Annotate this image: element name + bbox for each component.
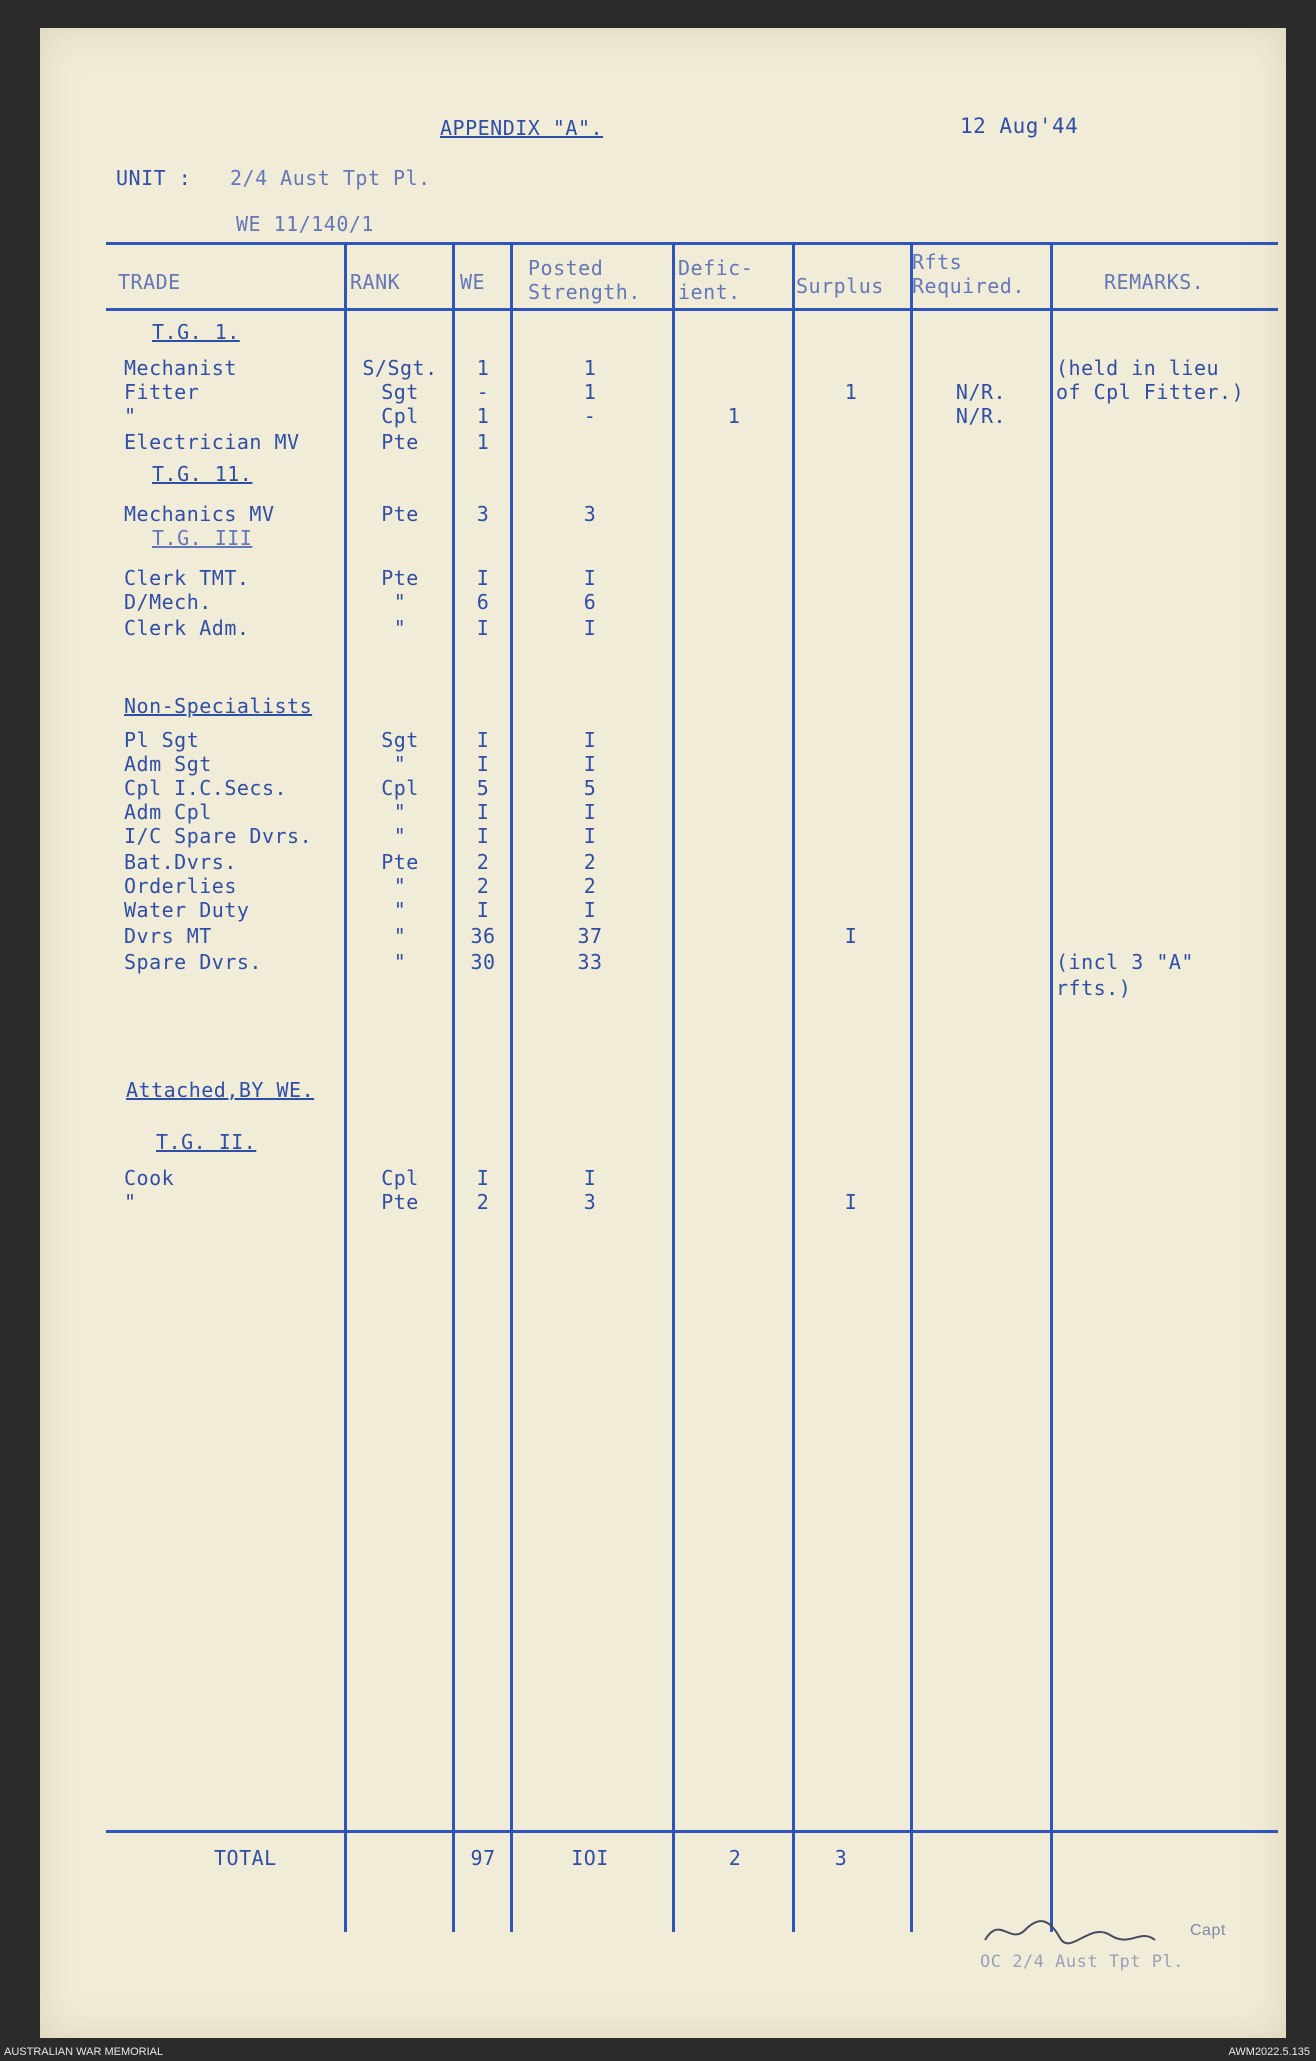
col-divider-5 <box>792 242 795 1932</box>
cell-posted: I <box>583 898 597 922</box>
cell-we: 36 <box>470 924 496 948</box>
col-header-deficient: Defic- ient. <box>678 256 754 304</box>
col-divider-3 <box>510 242 513 1932</box>
document-title: APPENDIX "A". <box>440 116 604 140</box>
cell-rfts: N/R. <box>955 380 1007 404</box>
cell-rank: Pte <box>381 430 419 454</box>
col-divider-4 <box>672 242 675 1932</box>
cell-trade: Water Duty <box>124 898 250 922</box>
cell-rank: " <box>393 752 407 776</box>
cell-rank: Cpl <box>381 404 419 428</box>
we-reference: WE 11/140/1 <box>236 212 374 236</box>
cell-surplus: I <box>844 924 858 948</box>
footer-left: AUSTRALIAN WAR MEMORIAL <box>4 2046 164 2058</box>
cell-we: I <box>476 728 490 752</box>
total-posted: IOI <box>571 1846 609 1870</box>
cell-we: 2 <box>476 1190 490 1214</box>
cell-trade: Cpl I.C.Secs. <box>124 776 288 800</box>
cell-remarks: (incl 3 "A" <box>1056 950 1194 974</box>
cell-rank: Sgt <box>381 380 419 404</box>
cell-trade: Spare Dvrs. <box>124 950 262 974</box>
cell-rank: " <box>393 590 407 614</box>
cell-rank: " <box>393 898 407 922</box>
cell-we: I <box>476 566 490 590</box>
cell-rank: Pte <box>381 850 419 874</box>
cell-posted: 6 <box>583 590 597 614</box>
total-deficient: 2 <box>728 1846 742 1870</box>
col-header-posted: Posted Strength. <box>528 256 641 304</box>
cell-we: 6 <box>476 590 490 614</box>
cell-rank: Cpl <box>381 1166 419 1190</box>
cell-trade: Mechanics MV <box>124 502 275 526</box>
section-heading: T.G. III <box>152 526 253 550</box>
signature-appointment: OC 2/4 Aust Tpt Pl. <box>980 1952 1184 1972</box>
cell-posted: I <box>583 752 597 776</box>
unit-value: 2/4 Aust Tpt Pl. <box>230 166 431 190</box>
cell-we: 1 <box>476 356 490 380</box>
cell-trade: Clerk Adm. <box>124 616 250 640</box>
cell-we: 1 <box>476 404 490 428</box>
section-heading: Non-Specialists <box>124 694 313 718</box>
cell-trade: Cook <box>124 1166 175 1190</box>
cell-posted: I <box>583 800 597 824</box>
cell-rfts: N/R. <box>955 404 1007 428</box>
signature-rank: Capt <box>1190 1922 1226 1939</box>
total-label: TOTAL <box>214 1846 277 1870</box>
total-we: 97 <box>470 1846 496 1870</box>
cell-trade: Adm Sgt <box>124 752 212 776</box>
cell-posted: I <box>583 728 597 752</box>
cell-rank: Pte <box>381 566 419 590</box>
cell-remarks: rfts.) <box>1056 976 1132 1000</box>
col-header-remarks: REMARKS. <box>1104 270 1205 294</box>
cell-we: I <box>476 824 490 848</box>
cell-trade: Pl Sgt <box>124 728 200 752</box>
signature-mark <box>980 1910 1180 1950</box>
cell-we: I <box>476 800 490 824</box>
cell-we: 2 <box>476 874 490 898</box>
cell-we: 3 <box>476 502 490 526</box>
cell-we: 30 <box>470 950 496 974</box>
cell-posted: 2 <box>583 874 597 898</box>
section-heading: Attached,BY WE. <box>126 1078 315 1102</box>
cell-posted: 3 <box>583 502 597 526</box>
cell-we: I <box>476 898 490 922</box>
cell-rank: " <box>393 800 407 824</box>
table-total-rule <box>106 1830 1278 1833</box>
cell-we: - <box>476 380 490 404</box>
cell-posted: I <box>583 616 597 640</box>
col-header-surplus: Surplus <box>796 274 884 298</box>
cell-remarks: (held in lieu <box>1056 356 1220 380</box>
col-header-rfts: Rfts Required. <box>912 250 1025 298</box>
section-heading: T.G. II. <box>156 1130 257 1154</box>
cell-trade: Bat.Dvrs. <box>124 850 237 874</box>
unit-label: UNIT : <box>116 166 192 190</box>
cell-surplus: 1 <box>844 380 858 404</box>
col-divider-2 <box>452 242 455 1932</box>
cell-rank: " <box>393 924 407 948</box>
cell-trade: Orderlies <box>124 874 237 898</box>
col-header-trade: TRADE <box>118 270 181 294</box>
section-heading: T.G. 1. <box>152 320 240 344</box>
cell-rank: " <box>393 874 407 898</box>
cell-posted: 37 <box>577 924 603 948</box>
cell-posted: - <box>583 404 597 428</box>
cell-rank: " <box>393 616 407 640</box>
cell-trade: " <box>124 1190 137 1214</box>
cell-rank: " <box>393 824 407 848</box>
cell-trade: Dvrs MT <box>124 924 212 948</box>
cell-we: I <box>476 752 490 776</box>
cell-trade: Electrician MV <box>124 430 300 454</box>
footer-right: AWM2022.5.135 <box>1228 2046 1310 2058</box>
cell-rank: Pte <box>381 1190 419 1214</box>
col-header-we: WE <box>460 270 486 294</box>
cell-rank: Cpl <box>381 776 419 800</box>
cell-trade: " <box>124 404 137 428</box>
col-header-rank: RANK <box>350 270 401 294</box>
cell-posted: I <box>583 566 597 590</box>
cell-posted: 2 <box>583 850 597 874</box>
table-header-rule <box>106 308 1278 311</box>
cell-defic: 1 <box>727 404 741 428</box>
cell-we: 1 <box>476 430 490 454</box>
col-divider-6 <box>910 242 913 1932</box>
document-date: 12 Aug'44 <box>960 114 1079 138</box>
cell-posted: I <box>583 1166 597 1190</box>
cell-trade: I/C Spare Dvrs. <box>124 824 313 848</box>
cell-posted: 3 <box>583 1190 597 1214</box>
table-top-rule <box>106 242 1278 245</box>
cell-we: 5 <box>476 776 490 800</box>
cell-we: 2 <box>476 850 490 874</box>
cell-trade: Mechanist <box>124 356 237 380</box>
total-surplus: 3 <box>834 1846 848 1870</box>
cell-remarks: of Cpl Fitter.) <box>1056 380 1245 404</box>
col-divider-7 <box>1050 242 1053 1932</box>
cell-posted: 33 <box>577 950 603 974</box>
cell-posted: 1 <box>583 380 597 404</box>
cell-we: I <box>476 616 490 640</box>
cell-trade: Adm Cpl <box>124 800 212 824</box>
col-divider-1 <box>344 242 347 1932</box>
cell-we: I <box>476 1166 490 1190</box>
cell-posted: I <box>583 824 597 848</box>
cell-rank: " <box>393 950 407 974</box>
cell-rank: Pte <box>381 502 419 526</box>
section-heading: T.G. 11. <box>152 462 253 486</box>
cell-posted: 5 <box>583 776 597 800</box>
cell-trade: Clerk TMT. <box>124 566 250 590</box>
cell-surplus: I <box>844 1190 858 1214</box>
cell-trade: D/Mech. <box>124 590 212 614</box>
cell-rank: S/Sgt. <box>362 356 438 380</box>
cell-rank: Sgt <box>381 728 419 752</box>
cell-posted: 1 <box>583 356 597 380</box>
cell-trade: Fitter <box>124 380 200 404</box>
